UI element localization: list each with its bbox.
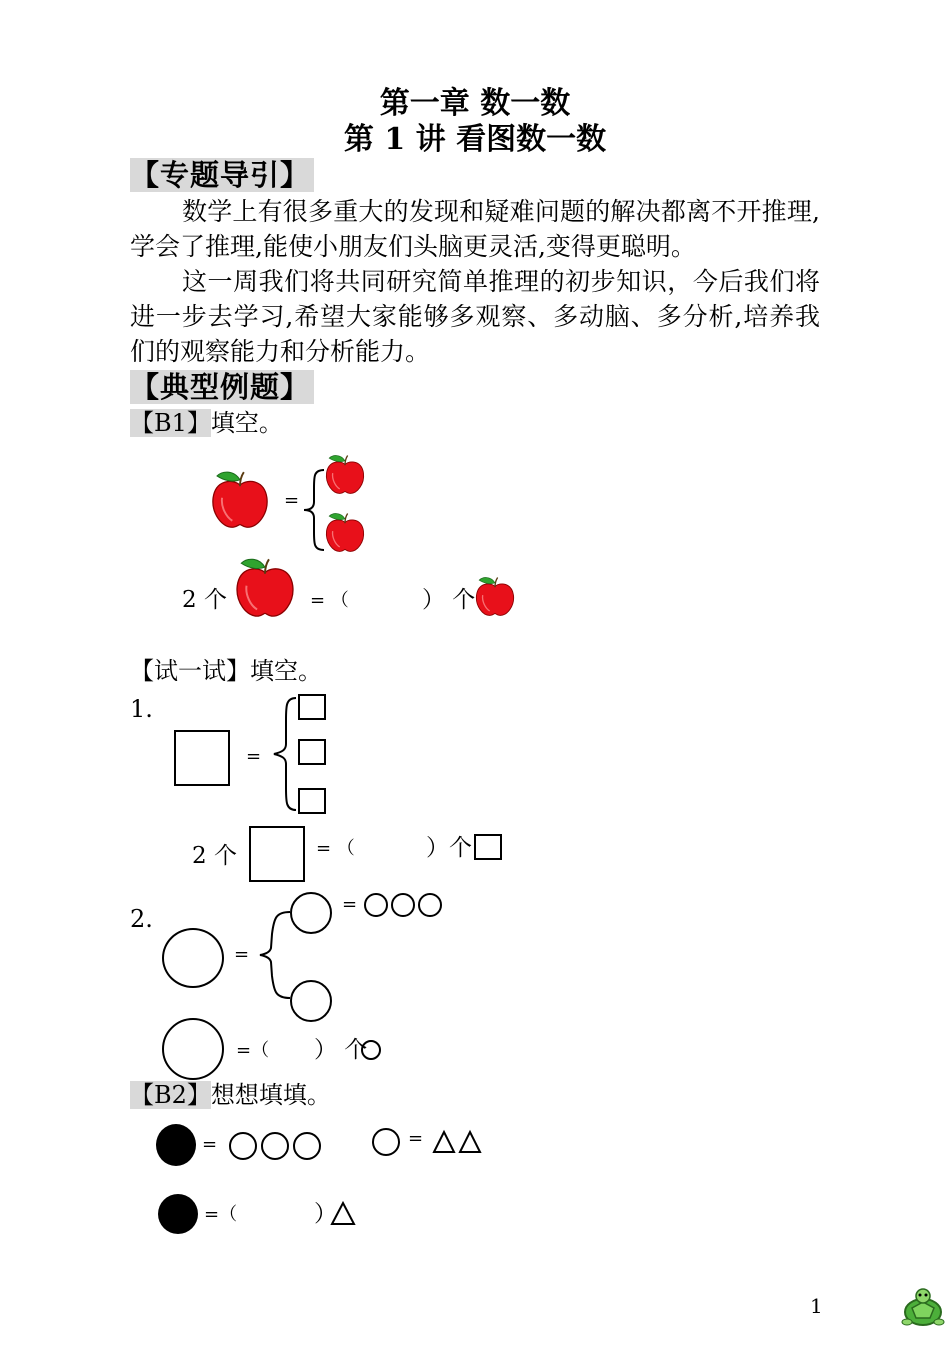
q1-row2-equals: = （ xyxy=(316,838,355,859)
circle-shape xyxy=(290,892,332,934)
b2-equals-a: = xyxy=(202,1134,218,1155)
intro-heading: 【专题导引】 xyxy=(130,158,314,192)
filled-circle-shape xyxy=(156,1124,196,1166)
square-shape xyxy=(298,788,326,814)
circle-shape xyxy=(364,893,388,917)
b1-label xyxy=(130,408,283,438)
triangle-icon xyxy=(330,1200,356,1226)
q2-number: 2. xyxy=(130,905,153,933)
triangles-icon xyxy=(432,1128,484,1154)
b1-tag: 【B1】 xyxy=(130,409,211,437)
b2-equals-b: = xyxy=(408,1128,424,1149)
apple-icon xyxy=(208,466,272,532)
q1-row2-close: ）个 xyxy=(426,835,472,861)
brace-icon xyxy=(270,694,300,814)
examples-heading: 【典型例题】 xyxy=(130,370,314,404)
q2-row2-equals: =（ xyxy=(236,1040,270,1061)
apple-icon xyxy=(472,574,518,618)
intro-text xyxy=(130,194,820,369)
circle-shape xyxy=(162,1018,224,1080)
circle-shape xyxy=(261,1132,289,1160)
b1-row2-equals: = （ xyxy=(310,590,349,611)
b2-row2-equals: =（ xyxy=(204,1204,238,1225)
b2-row2-close: ） xyxy=(314,1201,337,1227)
turtle-icon xyxy=(898,1286,948,1330)
circle-shape xyxy=(372,1128,400,1156)
b2-instruction: 想想填填。 xyxy=(210,1081,331,1109)
intro-paragraph-2: 这一周我们将共同研究简单推理的初步知识，今后我们将进一步去学习,希望大家能够多观察、多动脑、多分析,培养我们的观察能力和分析能力。 xyxy=(130,267,820,366)
circle-shape xyxy=(293,1132,321,1160)
chapter-title: 第一章 数一数 xyxy=(379,86,571,121)
circle-shape xyxy=(361,1040,381,1060)
b1-row2-close: ） 个 xyxy=(422,587,476,613)
b1-equals: = xyxy=(284,490,300,511)
lecture-title: 第 1 讲 看图数一数 xyxy=(343,122,607,157)
square-shape xyxy=(298,694,326,720)
apple-icon xyxy=(322,510,368,554)
q2-row2-close: ） 个 xyxy=(314,1037,368,1063)
q1-number: 1. xyxy=(130,695,153,723)
q2-equals: = xyxy=(234,944,250,965)
apple-icon xyxy=(232,554,298,620)
b1-row2-prefix: 2 个 xyxy=(182,587,227,613)
page-number: 1 xyxy=(810,1294,823,1318)
circle-shape xyxy=(162,928,224,988)
circle-shape xyxy=(229,1132,257,1160)
circle-shape xyxy=(290,980,332,1022)
b1-instruction: 填空。 xyxy=(210,409,283,437)
q2-top-equals: = xyxy=(342,894,358,915)
q1-row2-prefix: 2 个 xyxy=(192,843,237,869)
square-shape xyxy=(298,739,326,765)
b2-label xyxy=(130,1080,331,1110)
try-heading: 【试一试】填空。 xyxy=(130,657,322,685)
apple-icon xyxy=(322,452,368,496)
b2-tag: 【B2】 xyxy=(130,1081,211,1109)
square-shape xyxy=(249,826,305,882)
square-shape xyxy=(174,730,230,786)
circle-shape xyxy=(418,893,442,917)
circle-shape xyxy=(391,893,415,917)
intro-paragraph-1: 数学上有很多重大的发现和疑难问题的解决都离不开推理,学会了推理,能使小朋友们头脑更灵活,变得更聪明。 xyxy=(130,197,820,261)
filled-circle-shape xyxy=(158,1194,198,1234)
brace-icon xyxy=(256,908,296,1002)
square-shape xyxy=(474,834,502,860)
q1-equals: = xyxy=(246,746,262,767)
